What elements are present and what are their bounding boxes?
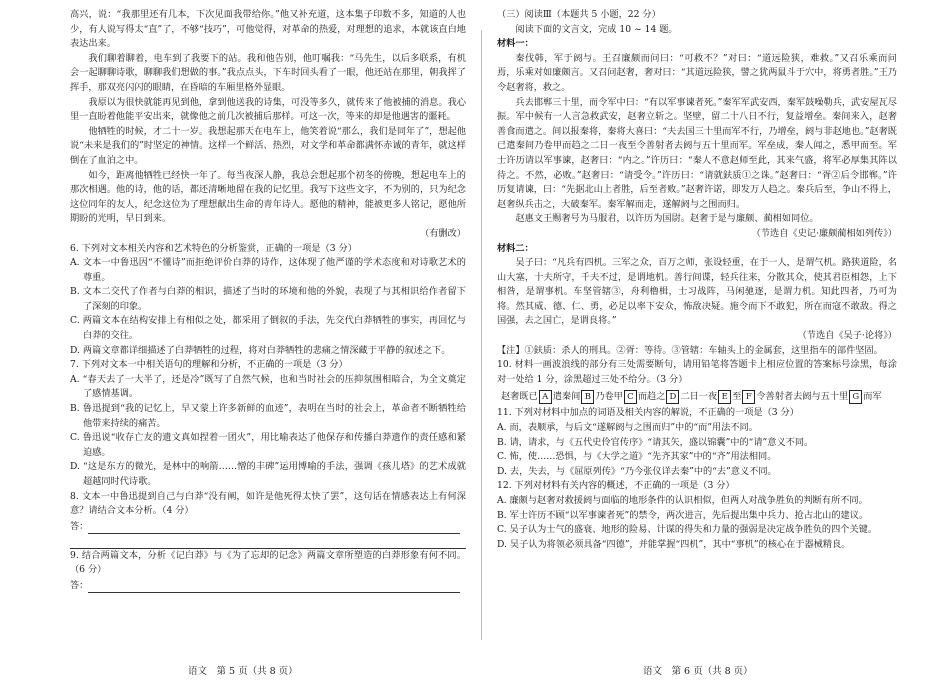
page-divider bbox=[481, 30, 482, 640]
question-12-option-c: C. 吴子认为士气的盛衰、地形的险易、计谋的得失和力量的强弱是决定战争胜负的四个关键。 bbox=[497, 524, 878, 536]
question-12-stem: 12. 下列对材料有关内容的概述，不正确的一项是（3 分） bbox=[497, 480, 735, 492]
page-footer-right: 语文 第 6 页（共 8 页） bbox=[643, 666, 753, 677]
answer-label: 答： bbox=[70, 579, 89, 591]
question-7-option-d: D. “这是东方的微光，是林中的响箭……憎的丰碑”运用博喻的手法，强调《孩儿塔》的艺术成就超越同时代诗歌。 bbox=[70, 461, 466, 487]
question-12-option-d: D. 吴子认为将领必须具备“四德”，并能掌握“四机”，其中“事机”的核心在于器械精良。 bbox=[497, 538, 851, 550]
question-12-option-a: A. 廉颇与赵奢对救援阏与面临的地形条件的认识相似，但两人对战争胜负的判断有所不同。 bbox=[497, 495, 868, 506]
material-1-source: （节选自《史记·廉颇蔺相如列传》） bbox=[751, 227, 897, 239]
mark-box-a[interactable]: A bbox=[539, 390, 552, 404]
question-7-stem: 7. 下列对文本一中相关语句的理解和分析，不正确的一项是（3 分） bbox=[70, 359, 348, 371]
annotation-note: 【注】①鈇质：杀人的刑具。②胥：等待。③管辖：车轴头上的金属套，这里指车的部件坚固。 bbox=[497, 344, 883, 356]
page-footer-left: 语文 第 5 页（共 8 页） bbox=[188, 666, 298, 677]
story-paragraph: 高兴，说：“我那里还有几本，下次见面我带给你。”他又补充道，这本集子印数不多，知道的人也少，有人说写得太“直”了，不够“技巧”，可他觉得，对革命的热爱，对理想的追求，本就该直白地表达出来。 bbox=[70, 9, 466, 50]
material-2-source: （节选自《吴子·论将》） bbox=[797, 330, 897, 342]
segment: 至 bbox=[732, 391, 742, 403]
segment: 乃卷甲 bbox=[595, 391, 623, 403]
question-8-answer-area[interactable] bbox=[70, 519, 466, 534]
material-1-paragraph: 兵去邯郸三十里，而令军中曰：“有以军事谏者死。”秦军军武安西，秦军鼓噪勒兵，武安屋瓦尽振。军中候有一人言急救武安，赵奢立斩之。坚壁，留二十八日不行，复益增垒。秦间来入，赵奢善食而遣之。间以报秦将，秦将大喜曰：“夫去国三十里而军不行，乃增垒，阏与非赵地也。”赵奢既已遣秦间乃卷甲而趋之二日一夜至令善射者去阏与五十里而军。军垒成，秦人闻之，悉甲而至。军士许历请以军事谏，赵奢曰：“内之。”许历曰：“秦人不意赵师至此，其来气盛，将军必厚集其阵以待之。不然，必败。”赵奢曰：“请受令。”许历曰：“请就鈇质①之诛。”赵奢曰：“胥②后令邯郸。”许历复请谏，曰：“先据北山上者胜，后至者败。”赵奢许诺，即发万人趋之。秦兵后至，争山不得上，赵奢纵兵击之，大破秦军。秦军解而走，遂解阏与之围而归。 bbox=[497, 96, 897, 210]
right-page bbox=[497, 8, 897, 648]
question-11-option-b: B. 请，请求，与《五代史伶官传序》“请其矢，盛以锦囊”中的“请”意义不同。 bbox=[497, 436, 814, 448]
mark-box-e[interactable]: E bbox=[718, 390, 731, 404]
material-2-paragraph: 吴子曰：“凡兵有四机。三军之众，百万之师，张设轻重，在于一人，是谓气机。路狭道险，名山大塞，十夫所守，千夫不过，是谓地机。善行间谍，轻兵往来，分散其众，使其君臣相怨，上下相咎，是谓事机。车坚管辖③，舟利橹楫，士习战阵，马闲驰逐，是谓力机。知此四者，乃可为将。然其威、德、仁、勇，必足以率下安众，怖敌决疑。施令而下不敢犯，所在而寇不敢敌。得之国强，去之国亡，是谓良将。” bbox=[497, 257, 897, 327]
material-2-title: 材料二： bbox=[497, 242, 534, 254]
segment: 而趋之 bbox=[637, 391, 666, 403]
segment: 令善射者去阏与五十里 bbox=[756, 391, 849, 403]
instruction: 阅读下面的文言文，完成 10 ~ 14 题。 bbox=[515, 23, 678, 35]
material-1-title: 材料一： bbox=[497, 38, 534, 50]
question-9-stem: 9. 结合两篇文本，分析《记白莽》与《为了忘却的记念》两篇文章所塑造的白莽形象有何不同。（6 分） bbox=[70, 549, 466, 576]
material-1-paragraph: 秦伐韩，军于阏与。王召廉颇而问曰：“可救不？”对曰：“道远险狭，难救。”又召乐乘而问焉，乐乘对如廉颇言。又召问赵奢，奢对曰：“其道远险狭，譬之犹两鼠斗于穴中，将勇者胜。”王乃令赵奢将，救之。 bbox=[497, 52, 897, 93]
question-6-option-d: D. 两篇文章都详细描述了白莽牺牲的过程，将对白莽牺牲的悲痛之情深藏于平静的叙述之下。 bbox=[70, 344, 451, 356]
question-6-stem: 6. 下列对文本相关内容和艺术特色的分析鉴赏，正确的一项是（3 分） bbox=[70, 242, 357, 254]
section-title: （三）阅读Ⅲ（本题共 5 小题，22 分） bbox=[497, 9, 661, 20]
story-paragraph: 如今，距离他牺牲已经快一年了。每当夜深人静，我总会想起那个初冬的傍晚，想起电车上的那次相遇。他的诗，他的话，都还清晰地留在我的记忆里。我写下这些文字，不为别的，只为纪念这位同年的友人，纪念这位为了理想献出生命的青年诗人。愿他的精神，能被更多人铭记，愿他所期盼的光明，早日到来。 bbox=[70, 169, 466, 225]
question-7-option-b: B. 鲁迅提到“我的记忆上，早又蒙上许多新鲜的血迹”，表明在当时的社会上，革命者不断牺牲给他带来持续的痛苦。 bbox=[70, 403, 466, 429]
question-12-option-b: B. 军士许历不顾“以军事谏者死”的禁令，两次进言，先后提出集中兵力、抢占北山的建议。 bbox=[497, 509, 869, 521]
left-page bbox=[70, 8, 466, 648]
mark-box-c[interactable]: C bbox=[624, 390, 637, 404]
question-11-option-d: D. 去，失去，与《屈原列传》“乃今张仪详去秦”中的“去”意义不同。 bbox=[497, 465, 777, 477]
question-11-stem: 11. 下列对材料中加点的词语及相关内容的解说，不正确的一项是（3 分） bbox=[497, 407, 799, 419]
mark-box-g[interactable]: G bbox=[849, 390, 862, 404]
answer-label: 答： bbox=[70, 520, 89, 532]
story-paragraph: 我们聊着聊着，电车到了我要下的站。我和他告别，他叮嘱我：“马先生，以后多联系，有机会一起聊聊诗歌，聊聊我们想做的事。”我点点头，下车时回头看了一眼，他还站在那里，朝我挥了挥手，那双亮闪闪的眼睛，在昏暗的车厢里格外显眼。 bbox=[70, 52, 466, 93]
segment: 遣秦间 bbox=[552, 391, 581, 403]
segment: 而军 bbox=[863, 391, 882, 403]
answer-line bbox=[70, 534, 466, 549]
mark-box-f[interactable]: F bbox=[742, 390, 755, 404]
answer-line bbox=[88, 582, 460, 593]
question-7-option-a: A. “春天去了一大半了，还是冷”既写了自然气候，也和当时社会的压抑氛围相暗合，为全文奠定了感情基调。 bbox=[70, 373, 466, 400]
question-9-answer-area[interactable] bbox=[70, 578, 466, 593]
question-8-stem: 8. 文本一中鲁迅提到自己与白莽“没有阐，如许是他死得太快了罢”，这句话在情感表达上有何深意？请结合文本分析。（4 分） bbox=[70, 490, 466, 517]
material-1-paragraph: 赵惠文王赐奢号为马服君，以许历为国尉。赵奢于是与廉颇、蔺相如同位。 bbox=[515, 213, 819, 225]
source-note: （有删改） bbox=[420, 227, 466, 239]
question-11-option-a: A. 而，表顺承，与后文“遂解阏与之围而归”中的“而”用法不同。 bbox=[497, 422, 758, 434]
story-paragraph: 他牺牲的时候，才二十一岁。我想起那天在电车上，他笑着说“那么，我们是同年了”，想起他说“未来是我们的”时坚定的神情。这样一个鲜活、热烈，对文学和革命都满怀赤诚的青年，就这样倒在了血泊之中。 bbox=[70, 125, 466, 166]
question-10-stem: 10. 材料一画波浪线的部分有三处需要断句，请用铅笔将答题卡上相应位置的答案标号涂黑，每涂对一处给 1 分，涂黑超过三处不给分。（3 分） bbox=[497, 359, 897, 385]
punctuation-sentence bbox=[497, 387, 897, 406]
question-7-option-c: C. 鲁迅说“收存亡友的遗文真如捏着一团火”，用比喻表达了他保存和传播白莽遗作的责任感和紧迫感。 bbox=[70, 432, 466, 458]
answer-line bbox=[88, 523, 460, 534]
segment: 二日一夜 bbox=[680, 391, 718, 403]
question-6-option-b: B. 文本二交代了作者与白莽的相识，描述了当时的环境和他的外貌，表现了与其相识给作者留下了深刻的印象。 bbox=[70, 286, 466, 312]
mark-box-b[interactable]: B bbox=[581, 390, 594, 404]
question-6-option-a: A. 文本一中鲁迅因“不懂诗”而拒绝评价白莽的诗作，这体现了他严谨的学术态度和对诗歌艺术的尊重。 bbox=[70, 257, 466, 283]
question-11-option-c: C. 怖，使……恐惧，与《大学之道》“先齐其家”中的“齐”用法相同。 bbox=[497, 451, 777, 463]
segment: 赵奢既已 bbox=[501, 391, 538, 403]
question-6-option-c: C. 两篇文本在结构安排上有相似之处，都采用了倒叙的手法，先交代白莽牺牲的事实，再回忆与白莽的交往。 bbox=[70, 315, 466, 342]
story-paragraph: 我原以为很快就能再见到他，拿到他送我的诗集，可没等多久，就传来了他被捕的消息。我心里一直盼着他能平安出来，就像他之前几次被捕后那样。可这一次，等来的却是他遇害的噩耗。 bbox=[70, 96, 466, 123]
mark-box-d[interactable]: D bbox=[666, 390, 679, 404]
